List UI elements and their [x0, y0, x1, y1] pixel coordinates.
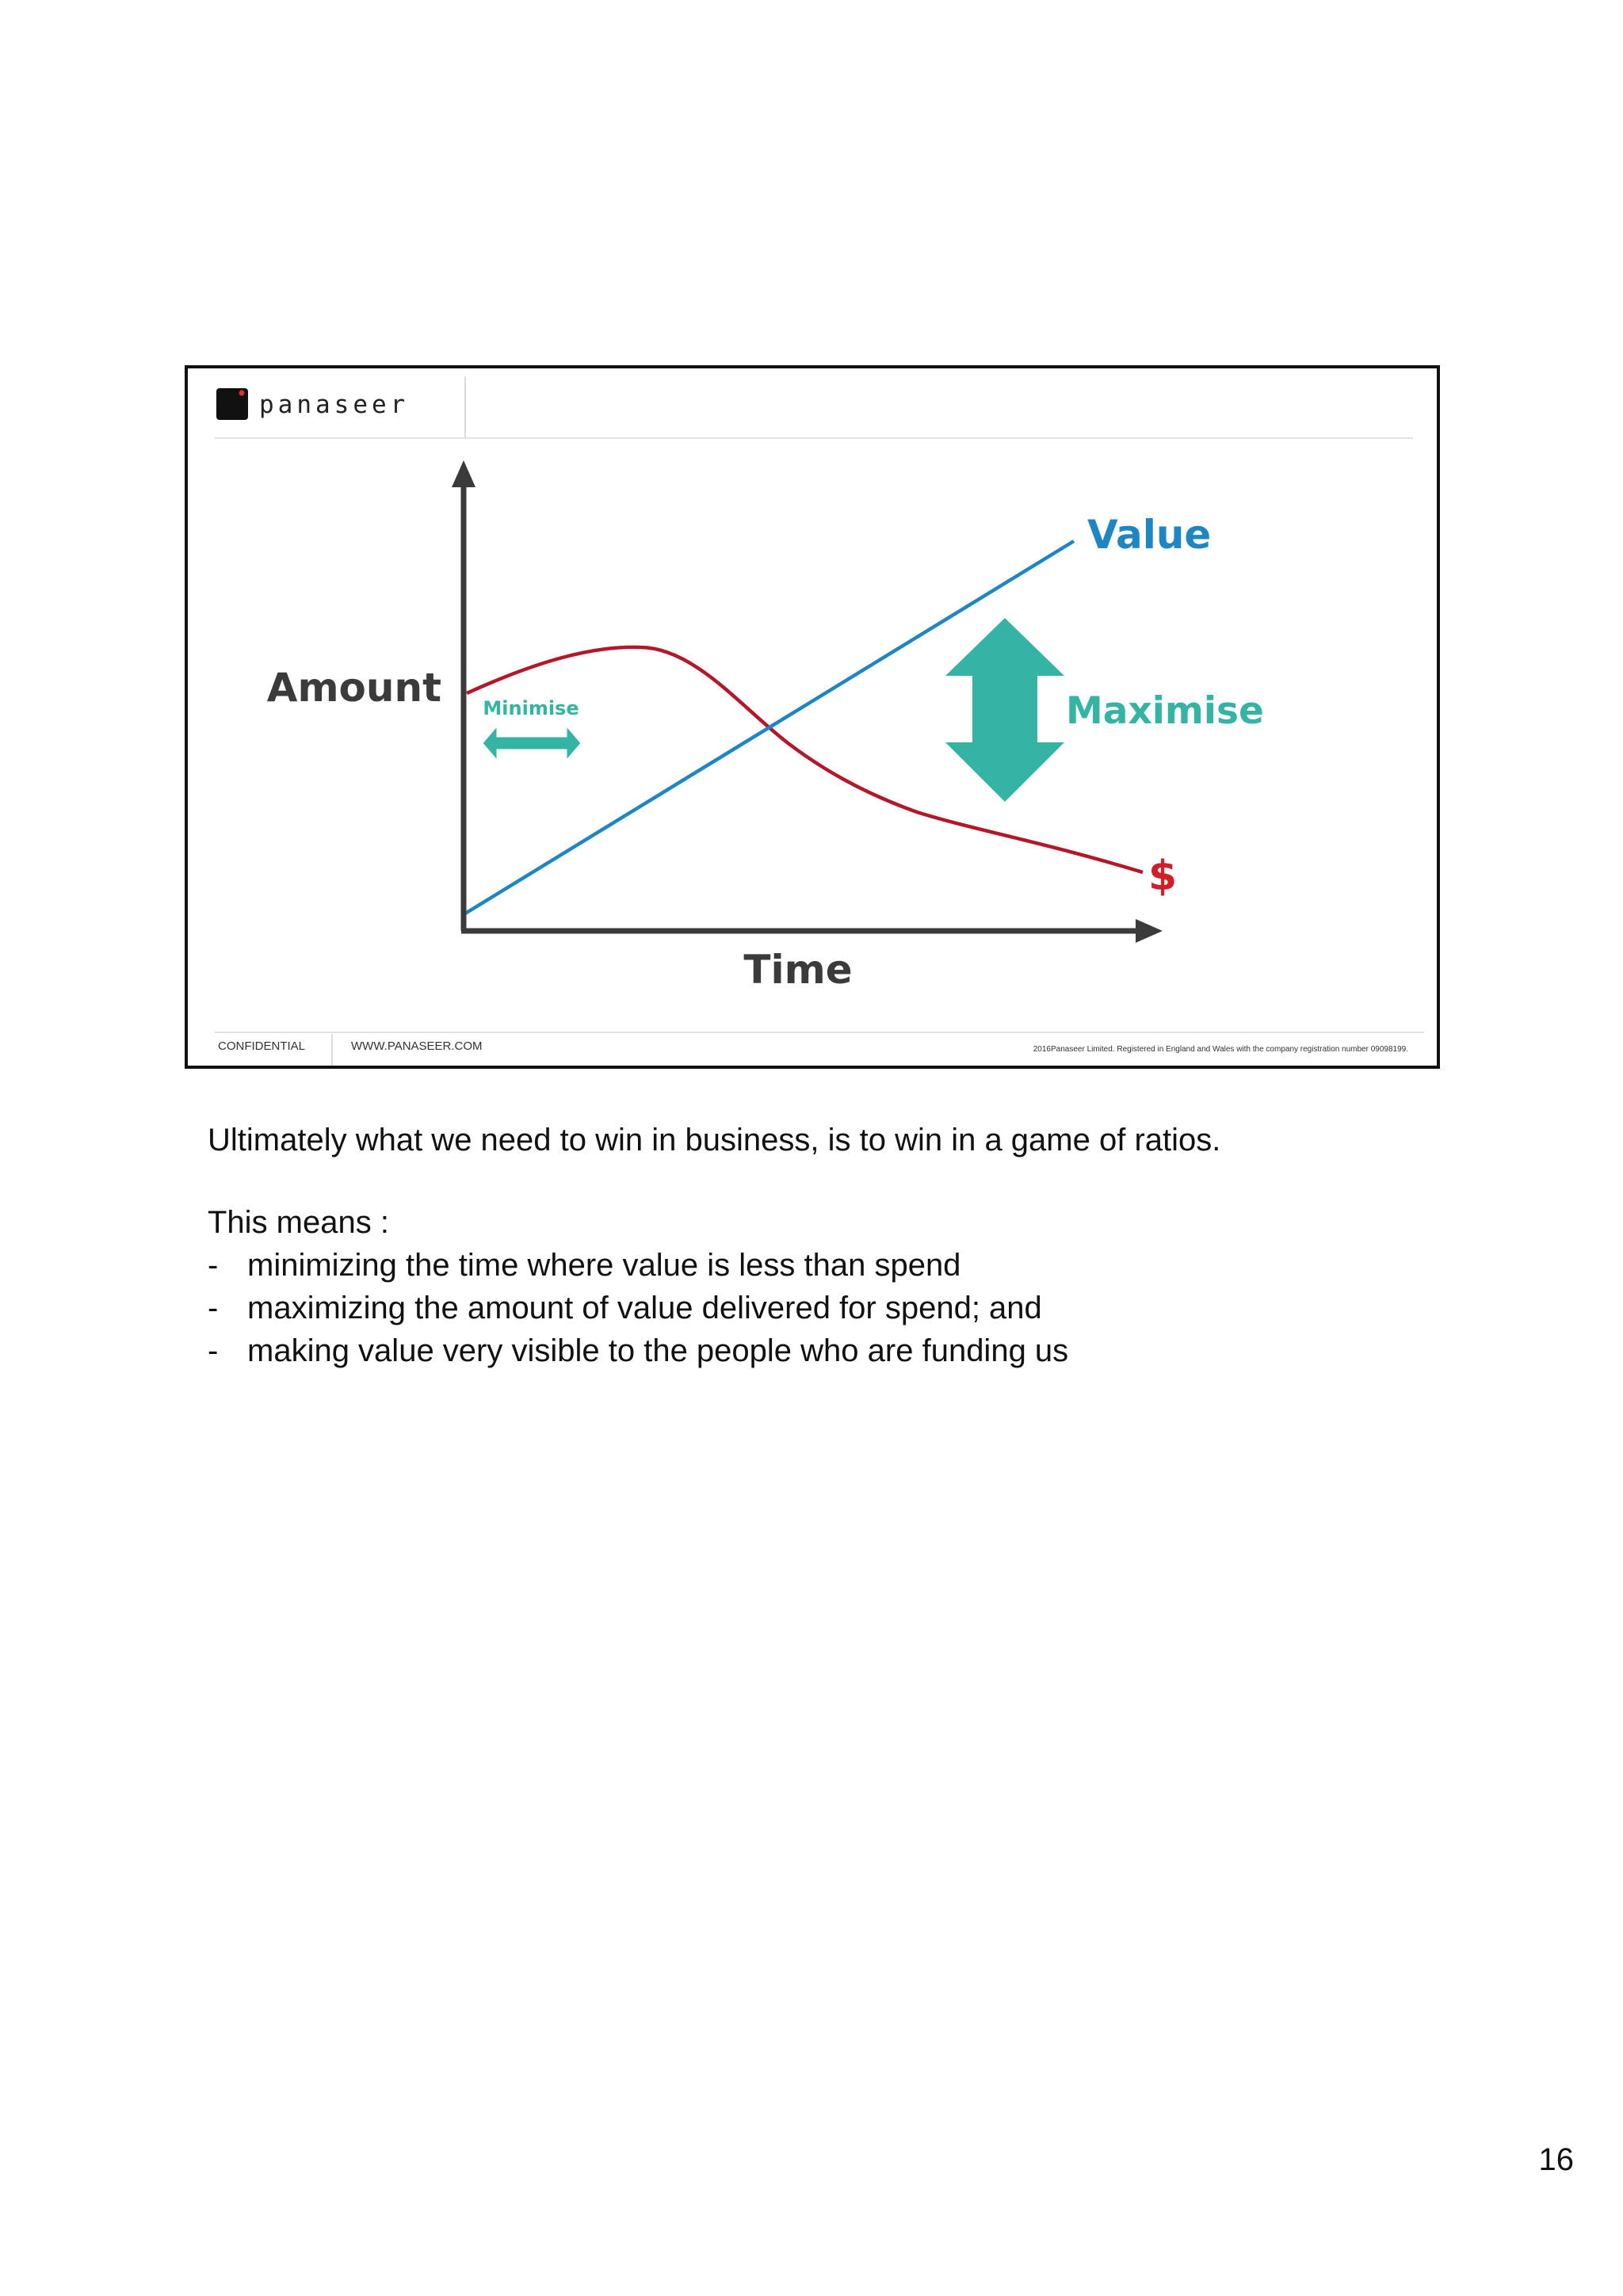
- x-axis-arrow-icon: [1136, 919, 1163, 943]
- bullet-dash: -: [208, 1333, 219, 1368]
- x-axis-label: Time: [743, 947, 853, 993]
- minimise-arrow-icon: [483, 727, 581, 760]
- logo-text: panaseer: [259, 391, 410, 419]
- list-item: [208, 1244, 1476, 1287]
- maximise-arrow-icon: [945, 618, 1064, 802]
- notes-intro: Ultimately what we need to win in business, is to win in a game of ratios.: [208, 1123, 1221, 1158]
- page-number: 16: [1538, 2142, 1574, 2177]
- value-series-label: Value: [1087, 512, 1212, 558]
- bullet-text: minimizing the time where value is less than spend: [247, 1248, 961, 1283]
- speaker-notes: [208, 1119, 1476, 1372]
- slide-canvas: [188, 368, 1437, 1066]
- panaseer-logo: [216, 388, 409, 420]
- notes-bullet-list: [208, 1244, 1476, 1372]
- y-axis-label: Amount: [266, 665, 441, 711]
- footer-legal: 2016Panaseer Limited. Registered in England and Wales with the company registration number 09098199.: [1033, 1045, 1408, 1054]
- bullet-text: making value very visible to the people who are funding us: [247, 1333, 1069, 1368]
- maximise-label: Maximise: [1066, 689, 1264, 733]
- spend-series-label: $: [1148, 852, 1178, 900]
- list-item: [208, 1329, 1476, 1372]
- bullet-dash: -: [208, 1248, 219, 1283]
- slide-image: [185, 365, 1440, 1069]
- notes-lead: This means :: [208, 1205, 389, 1240]
- bullet-text: maximizing the amount of value delivered for spend; and: [247, 1291, 1042, 1325]
- logo-dot-icon: [239, 391, 245, 396]
- y-axis-arrow-icon: [452, 460, 475, 487]
- minimise-label: Minimise: [483, 697, 579, 719]
- footer-website: WWW.PANASEER.COM: [351, 1039, 483, 1053]
- bullet-dash: -: [208, 1291, 219, 1325]
- footer-confidential: CONFIDENTIAL: [218, 1039, 306, 1053]
- list-item: [208, 1287, 1476, 1329]
- chart: [267, 460, 1264, 993]
